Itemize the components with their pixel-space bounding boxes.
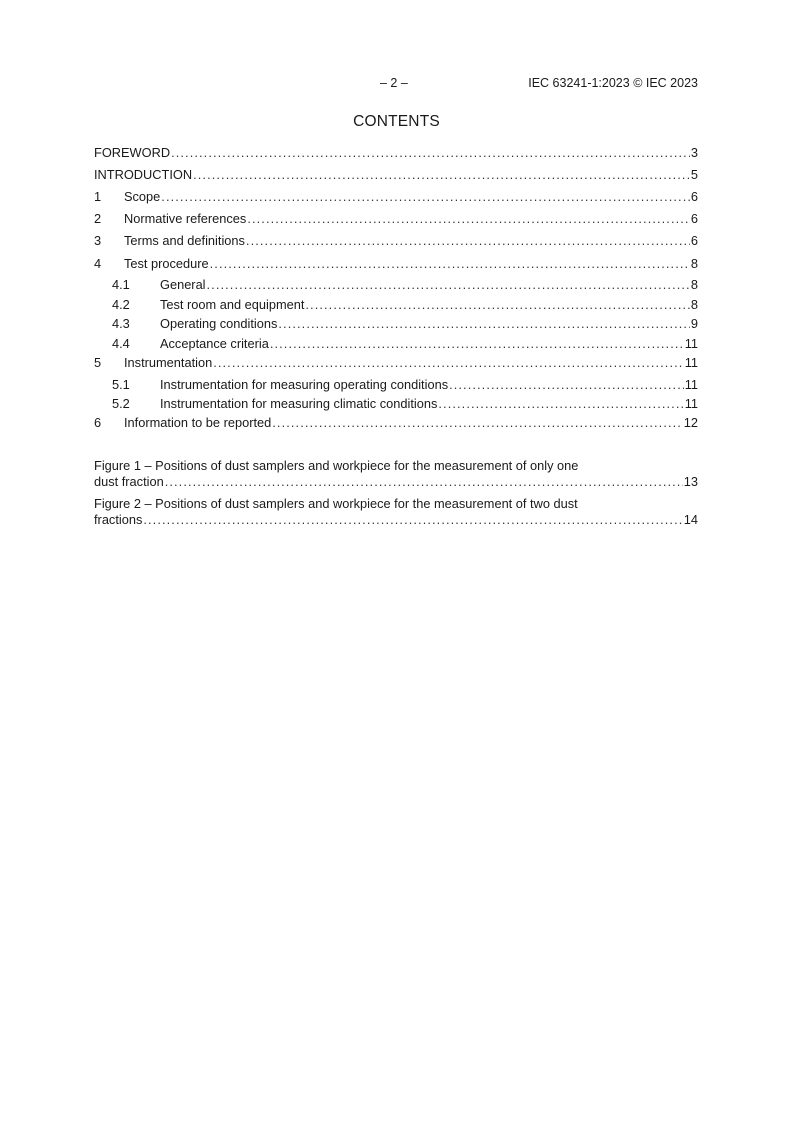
- dot-leader: [161, 188, 690, 206]
- toc-entry-page: 8: [690, 277, 698, 292]
- toc-entry-page: 11: [684, 396, 698, 411]
- toc-entry-page: 11: [684, 377, 698, 392]
- toc-entry-page: 3: [690, 145, 698, 160]
- toc-entry-test-room-and-equipment[interactable]: [94, 296, 698, 314]
- toc-entry-label: Instrumentation: [124, 355, 213, 370]
- toc-entry-label: INTRODUCTION: [94, 167, 193, 182]
- dot-leader: [143, 512, 682, 528]
- toc-entry-number: 3: [94, 233, 102, 248]
- toc-entry-label: Instrumentation for measuring climatic conditions: [160, 396, 438, 411]
- toc-entry-number: 4.3: [112, 316, 130, 331]
- document-reference: IEC 63241-1:2023 © IEC 2023: [528, 76, 698, 90]
- dot-leader: [247, 210, 690, 228]
- toc-entry-label: Test room and equipment: [160, 297, 305, 312]
- toc-entry-label: Operating conditions: [160, 316, 278, 331]
- page-header: [94, 76, 698, 92]
- dot-leader: [210, 255, 690, 273]
- figure-entry-page: 14: [683, 512, 698, 527]
- toc-entry-general[interactable]: [94, 276, 698, 294]
- toc-entry-label: Acceptance criteria: [160, 336, 269, 351]
- dot-leader: [438, 395, 683, 413]
- toc-entry-page: 5: [690, 167, 698, 182]
- toc-entry-page: 6: [690, 233, 698, 248]
- toc-entry-page: 6: [690, 189, 698, 204]
- toc-entry-label: Information to be reported: [124, 415, 272, 430]
- figure-entry-1[interactable]: [94, 458, 698, 490]
- toc-entry-number: 4: [94, 256, 102, 271]
- toc-entry-page: 6: [690, 211, 698, 226]
- toc-entry-acceptance-criteria[interactable]: [94, 335, 698, 353]
- dot-leader: [449, 376, 684, 394]
- toc-entry-normative-references[interactable]: [94, 210, 698, 228]
- dot-leader: [213, 354, 683, 372]
- toc-entry-label: Test procedure: [124, 256, 209, 271]
- toc-entry-terms-and-definitions[interactable]: [94, 232, 698, 250]
- toc-entry-number: 4.4: [112, 336, 130, 351]
- dot-leader: [278, 315, 689, 333]
- toc-entry-page: 11: [684, 355, 698, 370]
- toc-entry-instrumentation-climatic[interactable]: [94, 395, 698, 413]
- dot-leader: [207, 276, 690, 294]
- toc-entry-number: 1: [94, 189, 102, 204]
- toc-entry-introduction[interactable]: [94, 166, 698, 184]
- toc-entry-label: General: [160, 277, 206, 292]
- dot-leader: [246, 232, 690, 250]
- toc-entry-number: 2: [94, 211, 102, 226]
- toc-entry-label: Instrumentation for measuring operating conditions: [160, 377, 449, 392]
- dot-leader: [165, 474, 683, 490]
- toc-entry-number: 5: [94, 355, 102, 370]
- toc-entry-test-procedure[interactable]: [94, 255, 698, 273]
- figure-caption-continuation: dust fraction: [94, 474, 164, 489]
- dot-leader: [305, 296, 689, 314]
- toc-entry-number: 6: [94, 415, 102, 430]
- toc-entry-number: 4.1: [112, 277, 130, 292]
- toc-entry-information-to-be-reported[interactable]: [94, 414, 698, 432]
- figure-caption-line: Figure 1 – Positions of dust samplers and workpiece for the measurement of only one: [94, 458, 579, 473]
- toc-entry-operating-conditions[interactable]: [94, 315, 698, 333]
- toc-entry-scope[interactable]: [94, 188, 698, 206]
- toc-entry-label: Terms and definitions: [124, 233, 245, 248]
- dot-leader: [270, 335, 684, 353]
- toc-entry-foreword[interactable]: [94, 144, 698, 162]
- contents-title: CONTENTS: [353, 113, 440, 130]
- toc-entry-number: 4.2: [112, 297, 130, 312]
- dot-leader: [171, 144, 690, 162]
- dot-leader: [272, 414, 683, 432]
- toc-entry-instrumentation[interactable]: [94, 354, 698, 372]
- figure-entry-page: 13: [683, 474, 698, 489]
- toc-entry-page: 8: [690, 256, 698, 271]
- toc-entry-page: 11: [684, 336, 698, 351]
- toc-entry-number: 5.2: [112, 396, 130, 411]
- toc-entry-page: 8: [690, 297, 698, 312]
- figure-entry-2[interactable]: [94, 496, 698, 528]
- toc-entry-page: 9: [690, 316, 698, 331]
- figure-caption-continuation: fractions: [94, 512, 143, 527]
- page-number: – 2 –: [380, 76, 408, 90]
- toc-entry-instrumentation-operating[interactable]: [94, 376, 698, 394]
- figure-caption-line: Figure 2 – Positions of dust samplers and workpiece for the measurement of two dust: [94, 496, 578, 511]
- toc-entry-label: FOREWORD: [94, 145, 171, 160]
- toc-entry-number: 5.1: [112, 377, 130, 392]
- toc-entry-page: 12: [683, 415, 698, 430]
- toc-entry-label: Scope: [124, 189, 161, 204]
- dot-leader: [193, 166, 690, 184]
- toc-entry-label: Normative references: [124, 211, 247, 226]
